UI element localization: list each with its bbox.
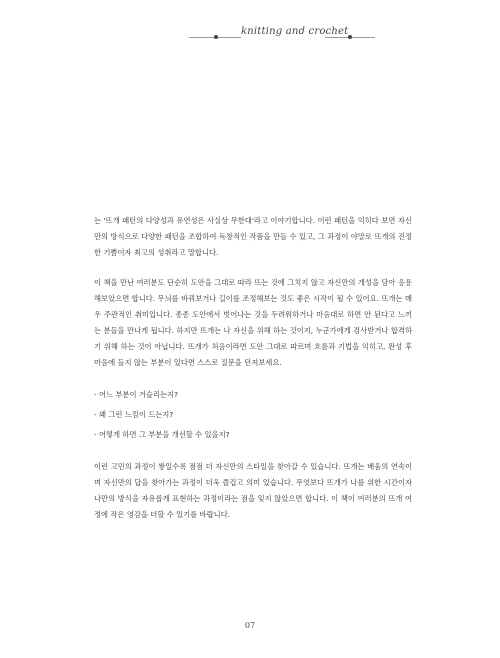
body-text [94,213,412,537]
question-item-2: - 왜 그런 느낌이 드는지? [94,410,174,419]
paragraph-1: 는 '뜨개 패턴의 다양성과 유연성은 사실상 무한대'라고 이야기합니다. 이런 패턴을 익히다 보면 자신만의 방식으로 다양한 패턴을 조합하여 독창적인 작품을 만들 수 있고, 그 과정이 야말로 뜨개의 진정한 기쁨이자 최고의 성취라고 말합니다. [94,216,412,257]
question-list [94,385,412,445]
question-item-3: - 어떻게 하면 그 부분을 개선할 수 있을지? [94,430,230,439]
page-number: 07 [244,621,256,630]
question-item-1: - 어느 부분이 거슬리는지? [94,390,178,399]
running-header [0,26,500,42]
header-dot-right [348,35,352,39]
header-dot-left [214,35,218,39]
paragraph-2: 이 책을 만난 여러분도 단순히 도안을 그대로 따라 뜨는 것에 그치지 않고 자신만의 개성을 담아 응용해보았으면 합니다. 무늬를 바꿔보거나 길이를 조정해보는 것도 좋은 시작이 될 수 있어요. 뜨개는 매우 주관적인 취미입니다. 종종 도안에서 벗어나는 것을 두려워하거나 마음대로 하면 안 된다고 느끼는 분들을 만나게 됩니다. 하지만 뜨개는 나 자신을 위해 하는 것이지, 누군가에게 검사받거나 합격하기 위해 하는 것이 아닙니다. 뜨개가 처음이라면 도안 그대로 따르며 흐름과 기법을 익히고, 완성 후 마음에 들지 않는 부분이 있다면 스스로 질문을 던져보세요. [94,278,412,367]
paragraph-closing: 이런 고민의 과정이 쌓일수록 점점 더 자신만의 스타일을 찾아갈 수 있습니다. 뜨개는 배움의 연속이며 자신만의 답을 찾아가는 과정이 더욱 즐겁고 의미 있습니다. 무엇보다 뜨개가 나를 위한 시간이자 나만의 방식을 자유롭게 표현하는 과정이라는 점을 잊지 않았으면 합니다. 이 책이 여러분의 뜨개 여정에 작은 영감을 더할 수 있기를 바랍니다. [94,462,412,519]
header-title: knitting and crochet [241,26,349,37]
